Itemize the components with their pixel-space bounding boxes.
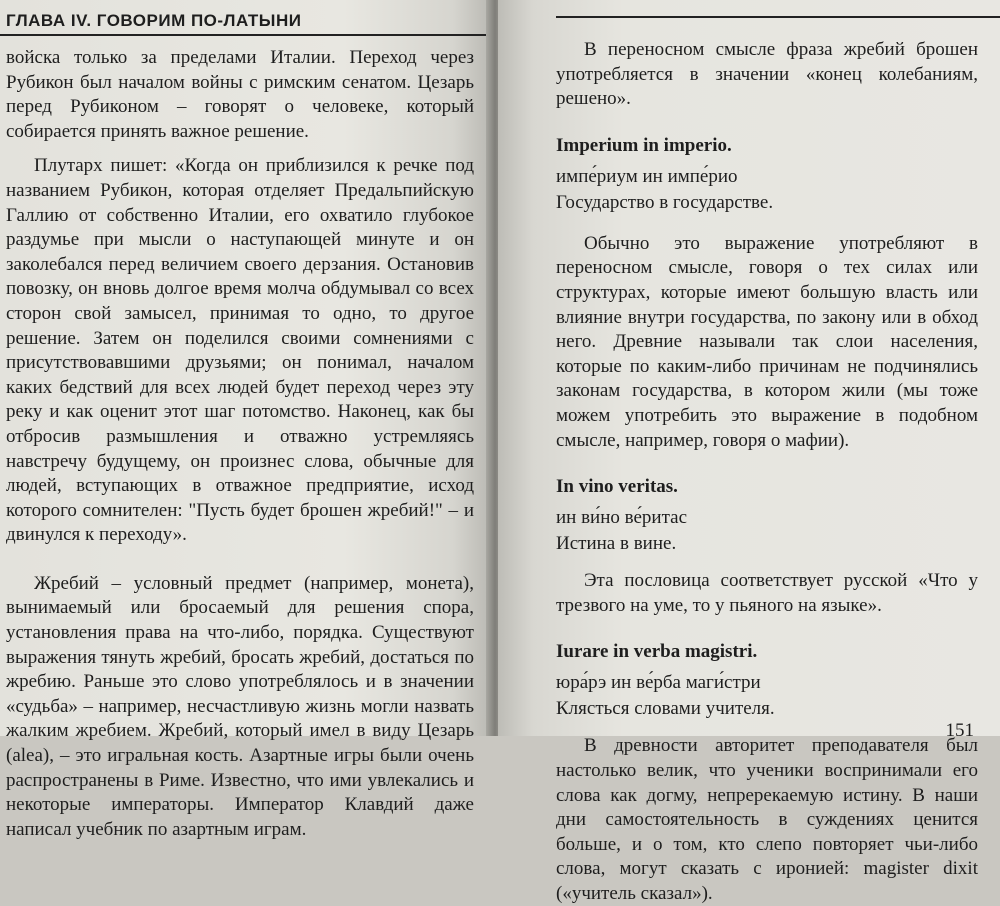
- entry-translation: Клясться словами учителя.: [556, 698, 775, 720]
- entry-text: В древности авторитет преподавателя был настолько велик, что ученики воспринимали его слова как догму, непререкаемую истину. В наши дни самостоятельность в суждениях ценится больше, и о том, кто слепо повторяет чьи-либо слова, могут сказать с иронией: magister dixit («учитель сказал»).: [556, 735, 978, 904]
- left-page: [0, 0, 492, 840]
- paragraph-figurative: В переносном смысле фраза жребий брошен употребляется в значении «конец колебаниям, решено».: [556, 39, 978, 110]
- header-rule-right: [556, 16, 1000, 18]
- right-page: [498, 0, 1000, 904]
- entry-pronunciation: ин ви́но ве́ритас: [556, 507, 688, 529]
- entry-pronunciation: импе́риум ин импе́рио: [556, 165, 738, 187]
- entry-text: Эта пословица соответствует русской «Что у трезвого на уме, то у пьяного на языке».: [556, 570, 978, 616]
- entry-pronunciation: юра́рэ ин ве́рба маги́стри: [556, 672, 761, 694]
- entry-translation: Государство в государстве.: [556, 191, 774, 213]
- header-rule: [0, 34, 492, 36]
- paragraph-rubicon-end: войска только за пределами Италии. Переход через Рубикон был началом войны с римским сенатом. Цезарь перед Рубиконом – говорят о человеке, который собирается принять важное решение.: [6, 47, 474, 142]
- paragraph-zhrebiy: Жребий – условный предмет (например, монета), вынимаемый или бросаемый для решения спора, установления права на что-либо, порядка. Существуют выражения тянуть жребий, бросать жребий, достаться по жребию. Раньше это слово употреблялось и в значении «судьба» – например, несчастливую жизнь могли назвать жалким жребием. Жребий, который имел в виду Цезарь (alea), – это игральная кость. Азартные игры были очень распространены в Риме. Известно, что ими увлекались и некоторые императоры. Император Клавдий даже написал учебник по азартным играм.: [6, 572, 474, 840]
- entry-translation: Истина в вине.: [556, 533, 677, 555]
- entry-heading-iurare: Iurare in verba magistri.: [556, 641, 758, 663]
- entry-text: Обычно это выражение употребляют в переносном смысле, говоря о тех силах или структурах, которые имеют большую власть или влияние внутри государства, по закону или в обход него. Древние называли так слои населения, которые по каким-либо причинам не подчинялись законам государства, в котором жили (мы тоже можем употребить это выражение в подобном смысле, например, говоря о мафии).: [556, 232, 978, 451]
- entry-heading-in-vino: In vino veritas.: [556, 476, 678, 498]
- paragraph-plutarch: Плутарх пишет: «Когда он приблизился к речке под названием Рубикон, которая отделяет Предальпийскую Галлию от собственно Италии, его охватило глубокое раздумье при мысли о наступающей минуте и он заколебался перед величием своего дерзания. Остановив повозку, он вновь долгое время молча обдумывал со всех сторон свой замысел, принимая то одно, то другое решение. Затем он поделился своими сомнениями с присутствовавшими друзьями; он понимал, началом каких бедствий для всех людей будет переход через эту реку и как оценит этот шаг потомство. Наконец, как бы отбросив размышления и отважно устремляясь навстречу будущему, он произнес слова, обычные для людей, вступающих в отважное предприятие, исход которого сомнителен: "Пусть будет брошен жребий!" – и двинулся к переходу».: [6, 155, 474, 546]
- page-number: 151: [945, 720, 974, 741]
- running-head: ГЛАВА IV. ГОВОРИМ ПО-ЛАТЫНИ: [6, 11, 302, 30]
- entry-heading-imperium: Imperium in imperio.: [556, 134, 732, 156]
